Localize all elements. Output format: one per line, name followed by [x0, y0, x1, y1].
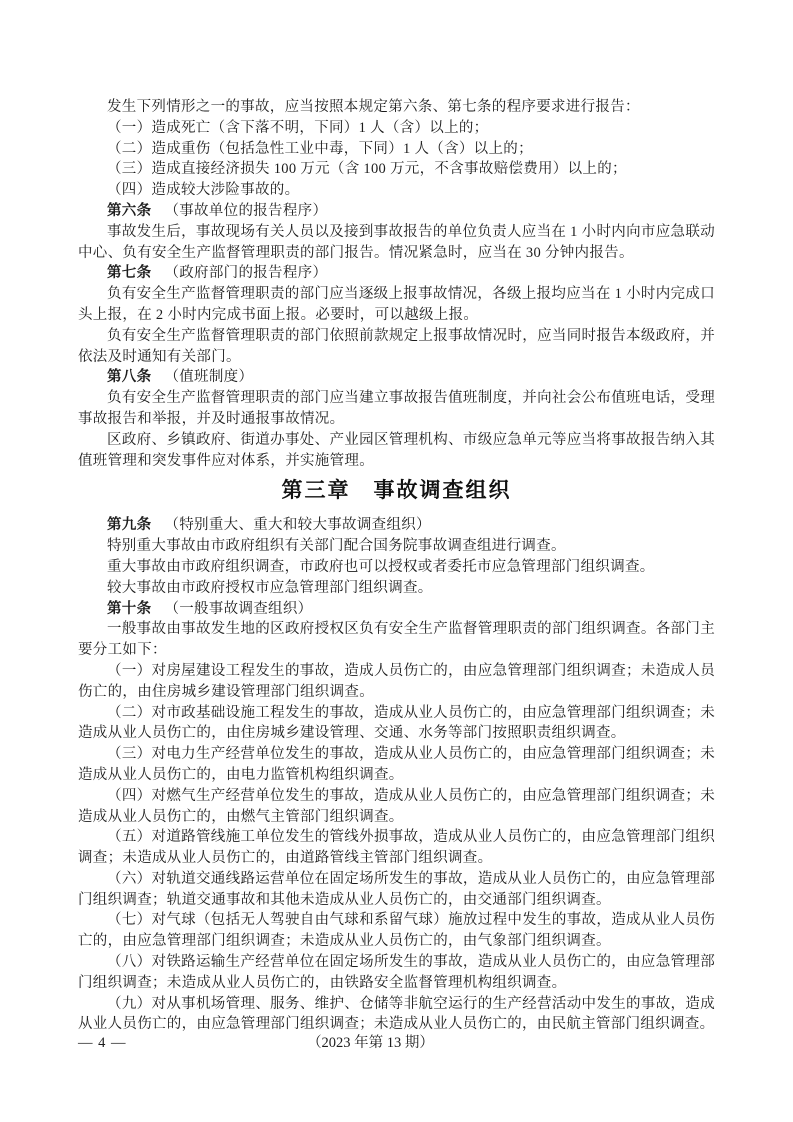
- article-heading: [78, 367, 715, 388]
- paragraph: （一）对房屋建设工程发生的事故，造成人员伤亡的，由应急管理部门组织调查；未造成人员伤亡的，由住房城乡建设管理部门组织调查。: [78, 662, 715, 700]
- article-title: （一般事故调查组织）: [164, 600, 313, 617]
- paragraph: （五）对道路管线施工单位发生的管线外损事故，造成从业人员伤亡的，由应急管理部门组织调查；未造成从业人员伤亡的，由道路管线主管部门组织调查。: [78, 829, 715, 867]
- paragraph: 一般事故由事故发生地的区政府授权区负有安全生产监督管理职责的部门组织调查。各部门主要分工如下：: [78, 621, 715, 659]
- paragraph: （八）对铁路运输生产经营单位在固定场所发生的事故，造成从业人员伤亡的，由应急管理部门组织调查；未造成从业人员伤亡的，由铁路安全监督管理机构组织调查。: [78, 954, 715, 991]
- paragraph: 负有安全生产监督管理职责的部门依照前款规定上报事故情况时，应当同时报告本级政府，并依法及时通知有关部门。: [78, 327, 715, 365]
- paragraph: 较大事故由市政府授权市应急管理部门组织调查。: [107, 579, 433, 596]
- chapter-heading: 第三章 事故调查组织: [281, 479, 512, 503]
- paragraph: （二）对市政基础设施工程发生的事故，造成从业人员伤亡的，由应急管理部门组织调查；未造成从业人员伤亡的，由住房城乡建设管理、交通、水务等部门按照职责组织调查。: [78, 704, 715, 742]
- paragraph: （九）对从事机场管理、服务、维护、仓储等非航空运行的生产经营活动中发生的事故，造成从业人员伤亡的，由应急管理部门组织调查；未造成从业人员伤亡的，由民航主管部门组织调查。: [78, 995, 715, 1033]
- paragraph: 区政府、乡镇政府、街道办事处、产业园区管理机构、市级应急单元等应当将事故报告纳入其值班管理和突发事件应对体系，并实施管理。: [78, 431, 715, 469]
- paragraph: （六）对轨道交通线路运营单位在固定场所发生的事故，造成从业人员伤亡的，由应急管理部门组织调查；轨道交通事故和其他未造成从业人员伤亡的，由交通部门组织调查。: [78, 870, 715, 908]
- paragraph: （四）对燃气生产经营单位发生的事故，造成从业人员伤亡的，由应急管理部门组织调查；未造成从业人员伤亡的，由燃气主管部门组织调查。: [78, 787, 715, 825]
- paragraph: 特别重大事故由市政府组织有关部门配合国务院事故调查组进行调查。: [107, 538, 566, 555]
- document-blocks: [78, 97, 715, 1035]
- article-number: 第十条: [107, 600, 152, 617]
- article-heading: [78, 201, 715, 222]
- paragraph: （三）造成直接经济损失 100 万元（含 100 万元，不含事故赔偿费用）以上的；: [107, 161, 627, 178]
- paragraph: （一）造成死亡（含下落不明，下同）1 人（含）以上的；: [107, 119, 489, 136]
- page-footer: [78, 1032, 715, 1054]
- article-heading: [78, 599, 715, 620]
- paragraph: 负有安全生产监督管理职责的部门应当建立事故报告值班制度，并向社会公布值班电话，受理事故报告和举报，并及时通报事故情况。: [78, 390, 715, 427]
- paragraph: （七）对气球（包括无人驾驶自由气球和系留气球）施放过程中发生的事故，造成从业人员伤亡的，由应急管理部门组织调查；未造成从业人员伤亡的，由气象部门组织调查。: [78, 912, 715, 950]
- article-number: 第七条: [107, 265, 152, 282]
- article-heading: [78, 263, 715, 284]
- article-title: （值班制度）: [164, 369, 254, 386]
- article-title: （政府部门的报告程序）: [164, 265, 328, 282]
- paragraph: （三）对电力生产经营单位发生的事故，造成从业人员伤亡的，由应急管理部门组织调查；未造成从业人员伤亡的，由电力监管机构组织调查。: [78, 746, 715, 783]
- paragraph: （二）造成重伤（包括急性工业中毒，下同）1 人（含）以上的；: [107, 140, 533, 157]
- paragraph: 负有安全生产监督管理职责的部门应当逐级上报事故情况，各级上报均应当在 1 小时内完成口头上报，在 2 小时内完成书面上报。必要时，可以越级上报。: [78, 286, 715, 323]
- page-number: — 4 —: [78, 1035, 127, 1051]
- paragraph: （四）造成较大涉险事故的。: [107, 182, 300, 199]
- article-title: （事故单位的报告程序）: [164, 202, 328, 219]
- article-title: （特别重大、重大和较大事故调查组织）: [164, 517, 431, 534]
- article-number: 第六条: [107, 202, 152, 219]
- article-heading: [78, 515, 715, 536]
- paragraph: 重大事故由市政府组织调查，市政府也可以授权或者委托市应急管理部门组织调查。: [107, 558, 655, 575]
- paragraph: 事故发生后，事故现场有关人员以及接到事故报告的单位负责人应当在 1 小时内向市应急联动中心、负有安全生产监督管理职责的部门报告。情况紧急时，应当在 30 分钟内报告。: [78, 223, 715, 261]
- article-number: 第八条: [107, 369, 152, 386]
- issue-label: （2023 年第 13 期）: [307, 1035, 434, 1051]
- article-number: 第九条: [107, 517, 152, 534]
- paragraph: 发生下列情形之一的事故，应当按照本规定第六条、第七条的程序要求进行报告：: [107, 99, 640, 115]
